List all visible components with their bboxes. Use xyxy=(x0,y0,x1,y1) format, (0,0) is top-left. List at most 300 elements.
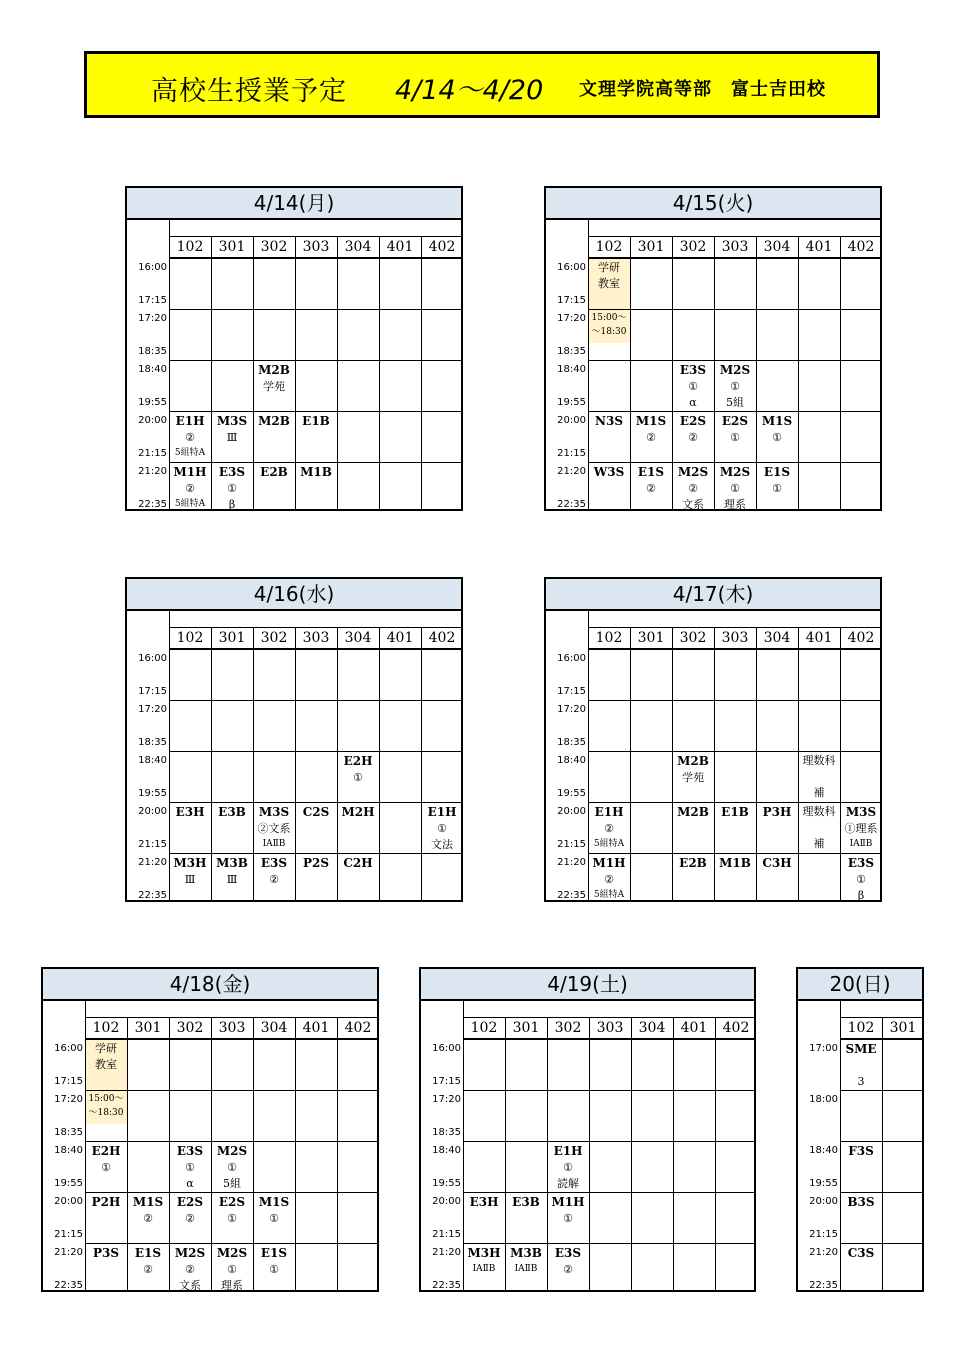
column-divider xyxy=(589,1018,590,1290)
end-time: 17:15 xyxy=(557,295,586,306)
class-cell-line: M2S xyxy=(174,1246,206,1260)
class-cell-line: 5組特A xyxy=(593,890,625,900)
class-cell-line: ⅠAⅡB xyxy=(849,839,873,849)
class-cell xyxy=(211,1143,253,1192)
class-cell-line: 補 xyxy=(813,786,825,799)
class-cell xyxy=(295,804,337,821)
class-cell-line: 教室 xyxy=(95,1058,117,1071)
room-number: 401 xyxy=(386,630,414,646)
class-cell xyxy=(714,362,756,411)
room-header-row xyxy=(169,628,461,650)
class-cell xyxy=(756,855,798,872)
class-cell-line: ① xyxy=(856,873,866,886)
start-time: 17:20 xyxy=(557,704,586,715)
room-number: 304 xyxy=(344,630,372,646)
class-cell-line: 学苑 xyxy=(263,380,285,393)
start-time: 20:00 xyxy=(432,1196,461,1207)
row-divider xyxy=(840,1243,922,1244)
column-divider xyxy=(631,1018,632,1290)
class-cell-line: M2B xyxy=(677,754,709,768)
room-number: 401 xyxy=(386,239,414,255)
class-cell xyxy=(672,753,714,786)
class-cell-line: E1S xyxy=(637,465,665,479)
class-cell xyxy=(253,464,295,481)
class-cell-line: ② xyxy=(646,482,656,495)
start-time: 21:20 xyxy=(54,1247,83,1258)
row-divider xyxy=(588,700,880,701)
room-number: 303 xyxy=(218,1020,246,1036)
class-cell xyxy=(756,464,798,497)
class-cell-line: 文系 xyxy=(682,498,704,511)
blank-row xyxy=(588,220,880,237)
end-time: 17:15 xyxy=(557,686,586,697)
column-divider xyxy=(337,1018,338,1290)
class-cell xyxy=(588,311,630,339)
class-cell-line: E1H xyxy=(427,805,457,819)
blank-row xyxy=(840,1001,922,1018)
class-cell xyxy=(169,1245,211,1294)
class-cell-line: M1S xyxy=(132,1195,164,1209)
class-cell xyxy=(840,1143,882,1160)
column-divider xyxy=(421,237,422,509)
start-time: 21:20 xyxy=(138,857,167,868)
class-cell xyxy=(85,1092,127,1120)
class-cell xyxy=(840,1194,882,1211)
class-cell-line: 文法 xyxy=(431,838,453,851)
class-cell-line: E2B xyxy=(679,856,707,870)
class-cell xyxy=(337,753,379,786)
start-time: 18:40 xyxy=(432,1145,461,1156)
day-header: 4/17(木) xyxy=(546,579,880,611)
day-panel xyxy=(419,967,756,1292)
blank-row xyxy=(169,611,461,628)
end-time: 21:15 xyxy=(138,448,167,459)
start-time: 20:00 xyxy=(809,1196,838,1207)
row-divider xyxy=(588,411,880,412)
room-number: 102 xyxy=(176,630,204,646)
start-time: 18:40 xyxy=(138,364,167,375)
class-cell xyxy=(630,464,672,497)
room-number: 303 xyxy=(721,630,749,646)
end-time: 22:35 xyxy=(432,1280,461,1291)
class-cell-line: E3H xyxy=(469,1195,499,1209)
class-cell xyxy=(588,413,630,430)
room-number: 301 xyxy=(134,1020,162,1036)
class-cell-line: E3S xyxy=(847,856,875,870)
class-cell xyxy=(547,1194,589,1227)
start-time: 16:00 xyxy=(432,1043,461,1054)
start-time: 17:20 xyxy=(138,704,167,715)
start-time: 17:00 xyxy=(809,1043,838,1054)
title-banner xyxy=(84,51,880,118)
room-number: 304 xyxy=(638,1020,666,1036)
class-cell-line: M2S xyxy=(216,1246,248,1260)
blank-row xyxy=(85,1001,377,1018)
class-cell-line: ① xyxy=(227,1212,237,1225)
class-cell-line: ② xyxy=(563,1263,573,1276)
class-cell-line: E3B xyxy=(218,805,246,819)
start-time: 16:00 xyxy=(557,262,586,273)
class-cell xyxy=(295,413,337,430)
class-cell-line: E3S xyxy=(260,856,288,870)
class-cell xyxy=(714,413,756,446)
room-number: 102 xyxy=(92,1020,120,1036)
row-divider xyxy=(85,1192,377,1193)
room-number: 401 xyxy=(805,630,833,646)
class-cell-line: α xyxy=(186,1177,194,1190)
room-number: 302 xyxy=(679,630,707,646)
end-time: 19:55 xyxy=(809,1178,838,1189)
class-cell xyxy=(337,804,379,821)
end-time: 22:35 xyxy=(809,1280,838,1291)
class-cell xyxy=(714,804,756,821)
class-cell-line: E2H xyxy=(343,754,373,768)
end-time: 17:15 xyxy=(432,1076,461,1087)
room-number: 402 xyxy=(722,1020,750,1036)
class-cell-line: 補 xyxy=(813,837,825,850)
end-time: 22:35 xyxy=(54,1280,83,1291)
start-time: 17:20 xyxy=(557,313,586,324)
class-cell-line: M2B xyxy=(677,805,709,819)
row-divider xyxy=(588,802,880,803)
room-number: 102 xyxy=(470,1020,498,1036)
class-cell-line: M2H xyxy=(341,805,375,819)
start-time: 20:00 xyxy=(138,415,167,426)
class-cell xyxy=(672,464,714,513)
class-cell-line: 15:00～ xyxy=(88,1094,124,1104)
class-cell-line: ⅠAⅡB xyxy=(514,1264,538,1274)
start-time: 17:20 xyxy=(138,313,167,324)
start-time: 21:20 xyxy=(809,1247,838,1258)
class-cell-line: ① xyxy=(227,1263,237,1276)
class-cell-line: β xyxy=(228,498,236,511)
class-cell-line: ① xyxy=(185,1161,195,1174)
class-cell-line: 5組 xyxy=(726,396,744,409)
class-cell-line: ～18:30 xyxy=(591,327,627,337)
start-time: 17:20 xyxy=(432,1094,461,1105)
room-number: 402 xyxy=(344,1020,372,1036)
class-cell xyxy=(85,1245,127,1262)
class-cell-line: P3H xyxy=(762,805,792,819)
class-cell xyxy=(505,1194,547,1211)
day-header: 4/14(月) xyxy=(127,188,461,220)
class-cell-line: M1H xyxy=(551,1195,585,1209)
class-cell-line: β xyxy=(857,889,865,902)
room-number: 301 xyxy=(218,630,246,646)
end-time: 18:35 xyxy=(138,737,167,748)
class-cell xyxy=(672,362,714,411)
class-cell-line: ①理系 xyxy=(844,822,878,835)
end-time: 18:35 xyxy=(432,1127,461,1138)
class-cell-line: ① xyxy=(353,771,363,784)
row-divider xyxy=(169,411,461,412)
room-header-row xyxy=(588,628,880,650)
class-cell-line: ⅠAⅡB xyxy=(262,839,286,849)
class-cell-line: E1H xyxy=(175,414,205,428)
row-divider xyxy=(588,853,880,854)
class-cell-line: 教室 xyxy=(598,277,620,290)
class-cell-line: M2B xyxy=(258,363,290,377)
class-cell xyxy=(211,1194,253,1227)
room-header-row xyxy=(463,1018,754,1040)
day-header: 4/19(土) xyxy=(421,969,754,1001)
end-time: 21:15 xyxy=(138,839,167,850)
class-cell xyxy=(672,855,714,872)
day-header: 4/16(水) xyxy=(127,579,461,611)
class-cell-line: ① xyxy=(772,431,782,444)
row-divider xyxy=(169,700,461,701)
end-time: 17:15 xyxy=(138,295,167,306)
class-cell-line: ① xyxy=(227,1161,237,1174)
class-cell xyxy=(295,855,337,872)
class-cell xyxy=(672,804,714,821)
class-cell-line: Ⅲ xyxy=(184,873,196,886)
class-cell-line: 学研 xyxy=(95,1042,117,1055)
class-cell-line: W3S xyxy=(593,465,625,479)
day-header: 20(日) xyxy=(798,969,922,1001)
class-cell-line: 3 xyxy=(857,1075,865,1088)
class-cell xyxy=(421,804,463,853)
class-cell xyxy=(672,413,714,446)
start-time: 18:40 xyxy=(809,1145,838,1156)
class-cell xyxy=(630,413,672,446)
room-number: 302 xyxy=(260,630,288,646)
column-divider xyxy=(840,237,841,509)
class-cell-line: M3S xyxy=(845,805,877,819)
row-divider xyxy=(463,1141,754,1142)
class-cell xyxy=(714,464,756,513)
row-divider xyxy=(169,462,461,463)
class-cell-line: E1B xyxy=(302,414,330,428)
start-time: 21:20 xyxy=(138,466,167,477)
class-cell-line: M3S xyxy=(216,414,248,428)
class-cell-line: M1H xyxy=(592,856,626,870)
end-time: 22:35 xyxy=(138,890,167,901)
room-number: 102 xyxy=(595,630,623,646)
class-cell xyxy=(840,855,882,904)
class-cell-line: α xyxy=(689,396,697,409)
room-number: 402 xyxy=(847,239,875,255)
class-cell-line: 理数科 xyxy=(802,805,836,818)
class-cell-line xyxy=(798,820,840,836)
end-time: 18:35 xyxy=(138,346,167,357)
room-number: 401 xyxy=(302,1020,330,1036)
class-cell-line: E3H xyxy=(175,805,205,819)
class-cell-line: M3H xyxy=(173,856,207,870)
class-cell-line: ① xyxy=(772,482,782,495)
day-header: 4/18(金) xyxy=(43,969,377,1001)
class-cell xyxy=(253,413,295,430)
class-cell-line: ② xyxy=(688,431,698,444)
room-header-row xyxy=(85,1018,377,1040)
room-number: 302 xyxy=(260,239,288,255)
row-divider xyxy=(588,360,880,361)
class-cell-line: M3H xyxy=(467,1246,501,1260)
class-cell-line: C2S xyxy=(302,805,330,819)
blank-row xyxy=(463,1001,754,1018)
row-divider xyxy=(840,1141,922,1142)
class-cell-line: E2H xyxy=(91,1144,121,1158)
day-panel xyxy=(125,577,463,902)
class-cell xyxy=(253,804,295,851)
end-time: 19:55 xyxy=(54,1178,83,1189)
column-divider xyxy=(379,237,380,509)
class-cell-line: E3S xyxy=(218,465,246,479)
class-cell-line: M3S xyxy=(258,805,290,819)
start-time: 21:20 xyxy=(557,466,586,477)
class-cell-line: E1H xyxy=(594,805,624,819)
class-cell-line: E3S xyxy=(554,1246,582,1260)
class-cell-line: ② xyxy=(269,873,279,886)
room-number: 401 xyxy=(805,239,833,255)
class-cell-line: M2S xyxy=(719,465,751,479)
row-divider xyxy=(169,853,461,854)
class-cell-line: ② xyxy=(185,1263,195,1276)
row-divider xyxy=(169,751,461,752)
class-cell-line: M1H xyxy=(173,465,207,479)
class-cell-line: M2S xyxy=(719,363,751,377)
start-time: 18:40 xyxy=(138,755,167,766)
class-cell xyxy=(798,804,840,852)
class-cell-line: E2S xyxy=(721,414,749,428)
class-cell-line: ① xyxy=(227,482,237,495)
day-panel xyxy=(544,186,882,511)
start-time: 18:40 xyxy=(54,1145,83,1156)
class-cell xyxy=(756,804,798,821)
class-cell xyxy=(253,362,295,395)
class-cell-line: 理数科 xyxy=(802,754,836,767)
room-number: 301 xyxy=(218,239,246,255)
class-cell-line: ① xyxy=(269,1212,279,1225)
class-cell-line: E1S xyxy=(763,465,791,479)
class-cell xyxy=(547,1143,589,1192)
end-time: 22:35 xyxy=(138,499,167,510)
class-cell xyxy=(588,855,630,902)
day-header: 4/15(火) xyxy=(546,188,880,220)
start-time: 21:20 xyxy=(432,1247,461,1258)
class-cell-line: Ⅲ xyxy=(226,873,238,886)
room-number: 303 xyxy=(596,1020,624,1036)
blank-row xyxy=(169,220,461,237)
class-cell-line: C3S xyxy=(847,1246,875,1260)
end-time: 18:35 xyxy=(557,737,586,748)
class-cell-line: ② xyxy=(185,482,195,495)
class-cell xyxy=(588,260,630,292)
end-time: 19:55 xyxy=(138,397,167,408)
row-divider xyxy=(588,751,880,752)
class-cell-line: 5組特A xyxy=(174,499,206,509)
room-number: 304 xyxy=(763,630,791,646)
class-cell-line: ② xyxy=(143,1263,153,1276)
end-time: 19:55 xyxy=(432,1178,461,1189)
room-number: 102 xyxy=(847,1020,875,1036)
class-cell-line: E2B xyxy=(260,465,288,479)
room-number: 302 xyxy=(176,1020,204,1036)
column-divider xyxy=(630,628,631,900)
class-cell-line: E3S xyxy=(176,1144,204,1158)
class-cell-line: ②文系 xyxy=(257,822,291,835)
class-cell-line: E3B xyxy=(512,1195,540,1209)
room-number: 402 xyxy=(847,630,875,646)
class-cell xyxy=(169,413,211,460)
class-cell xyxy=(169,464,211,511)
row-divider xyxy=(588,309,880,310)
room-header-row xyxy=(840,1018,922,1040)
class-cell xyxy=(211,464,253,513)
class-cell-line: F3S xyxy=(848,1144,874,1158)
end-time: 18:35 xyxy=(54,1127,83,1138)
class-cell-line: M2B xyxy=(258,414,290,428)
day-panel xyxy=(41,967,379,1292)
end-time: 21:15 xyxy=(54,1229,83,1240)
room-number: 402 xyxy=(428,630,456,646)
end-time: 19:55 xyxy=(557,397,586,408)
row-divider xyxy=(840,1090,922,1091)
class-cell xyxy=(588,464,630,481)
class-cell-line: ① xyxy=(563,1161,573,1174)
class-cell-line: ① xyxy=(437,822,447,835)
room-number: 401 xyxy=(680,1020,708,1036)
class-cell xyxy=(714,855,756,872)
class-cell-line: C2H xyxy=(343,856,373,870)
class-cell-line: ① xyxy=(730,482,740,495)
column-divider xyxy=(798,237,799,509)
start-time: 17:20 xyxy=(54,1094,83,1105)
class-cell-line: E1B xyxy=(721,805,749,819)
class-cell xyxy=(169,804,211,821)
class-cell-line: E1S xyxy=(260,1246,288,1260)
class-cell-line: ① xyxy=(730,380,740,393)
class-cell xyxy=(211,855,253,888)
room-number: 304 xyxy=(344,239,372,255)
class-cell-line: ② xyxy=(185,431,195,444)
class-cell xyxy=(127,1194,169,1227)
class-cell xyxy=(253,855,295,888)
class-cell-line: M2S xyxy=(677,465,709,479)
column-divider xyxy=(673,1018,674,1290)
class-cell-line: ① xyxy=(730,431,740,444)
class-cell-line: B3S xyxy=(847,1195,875,1209)
day-panel xyxy=(544,577,882,902)
room-number: 303 xyxy=(302,630,330,646)
class-cell-line: 15:00～ xyxy=(591,313,627,323)
class-cell-line: ① xyxy=(688,380,698,393)
room-number: 301 xyxy=(637,239,665,255)
blank-row xyxy=(588,611,880,628)
class-cell-line: ② xyxy=(604,873,614,886)
class-cell-line: 読解 xyxy=(557,1177,579,1190)
row-divider xyxy=(169,309,461,310)
room-number: 301 xyxy=(889,1020,917,1036)
class-cell xyxy=(295,464,337,481)
start-time: 16:00 xyxy=(138,653,167,664)
row-divider xyxy=(840,1192,922,1193)
class-cell xyxy=(127,1245,169,1278)
class-cell xyxy=(169,1194,211,1227)
class-cell-line: ① xyxy=(101,1161,111,1174)
class-cell-line: ① xyxy=(563,1212,573,1225)
row-divider xyxy=(85,1243,377,1244)
class-cell xyxy=(337,855,379,872)
class-cell-line: P3S xyxy=(92,1246,120,1260)
class-cell-line: Ⅲ xyxy=(226,431,238,444)
class-cell xyxy=(840,804,882,851)
class-cell-line: E2S xyxy=(218,1195,246,1209)
class-cell-line: M1S xyxy=(635,414,667,428)
class-cell-line: SME xyxy=(845,1042,877,1056)
row-divider xyxy=(169,802,461,803)
class-cell-line xyxy=(798,769,840,785)
